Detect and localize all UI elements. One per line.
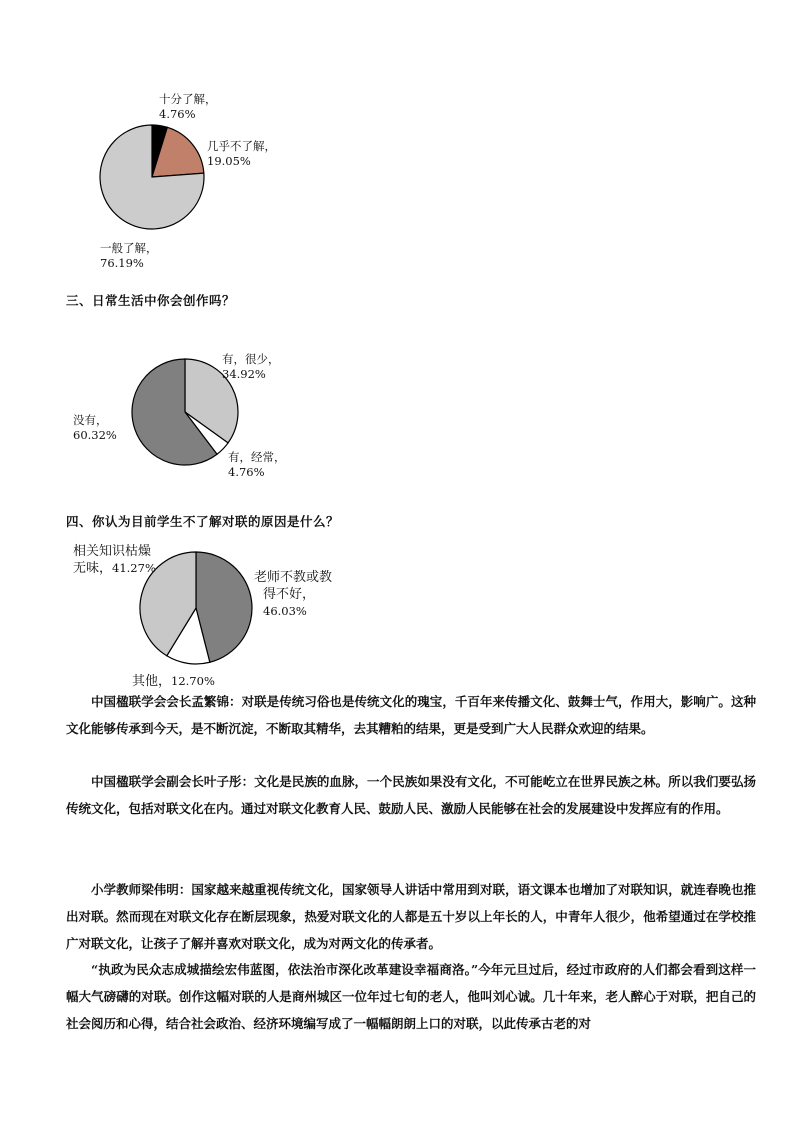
paragraph-4: “执政为民众志成城描绘宏伟蓝图，依法治市深化改革建设幸福商洛。”今年元旦过后，经过市政府的人们都会看到这样一幅大气磅礴的对联。创作这幅对联的人是商州城区一位年过七旬的老人，他叫刘心诚。几十年来，老人醉心于对联，把自己的社会阅历和心得，结合社会政治、经济环境编写成了一幅幅朗朗上口的对联，以此传承古老的对 bbox=[66, 962, 756, 1031]
pie-chart-reasons bbox=[0, 540, 794, 695]
section-heading-3: 三、日常生活中你会创作吗？ bbox=[66, 293, 236, 308]
pie2-label-none: 没有， 60.32% bbox=[73, 413, 117, 442]
paragraph-3: 小学教师梁伟明：国家越来越重视传统文化，国家领导人讲话中常用到对联，语文课本也增加了对联知识，就连春晚也推出对联。然而现在对联文化存在断层现象，热爱对联文化的人都是五十岁以上年长的人，中青年人很少，他希望通过在学校推广对联文化，让孩子了解并喜欢对联文化，成为对两文化的传承者。 bbox=[66, 882, 756, 951]
pie1-svg bbox=[0, 0, 794, 280]
pie3-label-boring: 相关知识枯燥 无味，41.27% bbox=[73, 544, 156, 576]
pie2-label-rarely: 有，很少， 34.92% bbox=[222, 352, 280, 381]
paragraph-2: 中国楹联学会副会长叶子彤：文化是民族的血脉，一个民族如果没有文化，不可能屹立在世界民族之林。所以我们要弘扬传统文化，包括对联文化在内。通过对联文化教育人民、鼓励人民、激励人民能够在社会的发展建设中发挥应有的作用。 bbox=[66, 774, 756, 816]
pie3-label-other: 其他，12.70% bbox=[132, 674, 215, 689]
pie1-label-general: 一般了解， 76.19% bbox=[100, 241, 158, 270]
pie3-label-teacher: 老师不教或教 得不好， 46.03% bbox=[254, 570, 333, 618]
pie2-svg bbox=[0, 330, 794, 490]
pie2-label-often: 有，经常， 4.76% bbox=[228, 450, 286, 479]
pie1-label-very: 十分了解， 4.76% bbox=[159, 92, 217, 121]
pie1-label-almost-none: 几乎不了解， 19.05% bbox=[207, 139, 276, 168]
paragraph-1: 中国楹联学会会长孟繁锦：对联是传统习俗也是传统文化的瑰宝，千百年来传播文化、鼓舞士气，作用大，影响广。这种文化能够传承到今天，是不断沉淀，不断取其精华，去其糟粕的结果，更是受到广大人民群众欢迎的结果。 bbox=[66, 694, 756, 736]
pie-chart-understanding bbox=[0, 0, 794, 280]
pie-chart-create bbox=[0, 330, 794, 490]
section-heading-4: 四、你认为目前学生不了解对联的原因是什么？ bbox=[66, 514, 340, 529]
